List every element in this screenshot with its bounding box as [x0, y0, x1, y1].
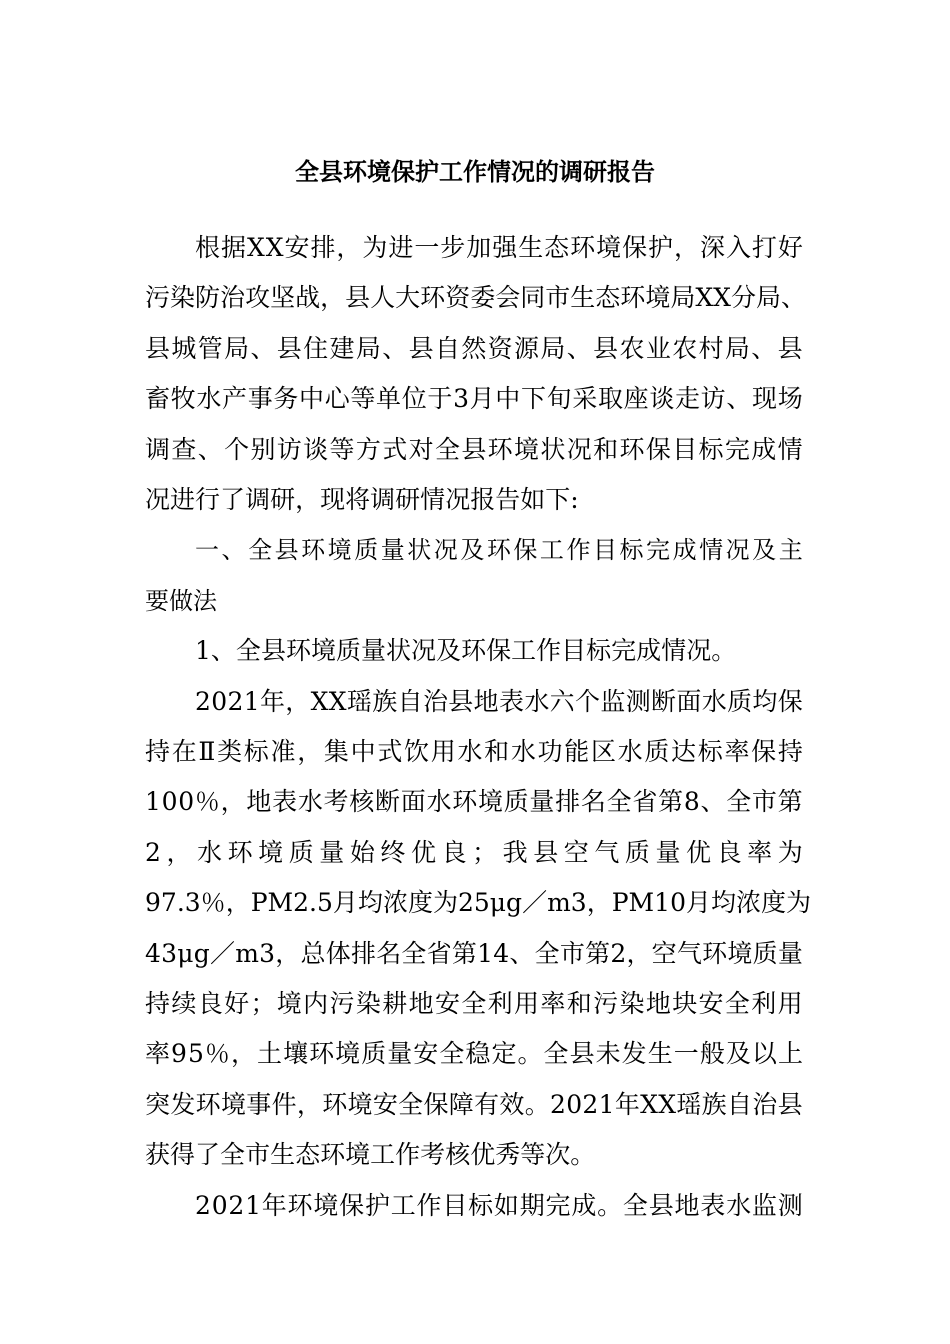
paragraph-line: 突 发 环 境 事 件 ， 环 境 安 全 保 障 有 效 。 2 0 2 1 年 X X 瑶 族 自 治 县 [145, 1089, 803, 1119]
paragraph-line: 9 7 . 3 ％ ， P M 2 . 5 月 均 浓 度 为 2 5 μ g ／ m 3 ， P M 1 0 月 均 浓 度 为 [145, 888, 812, 918]
paragraph-line: 2 0 2 1 年 ， X X 瑶 族 自 治 县 地 表 水 六 个 监 测 断 面 水 质 均 保 [195, 686, 803, 716]
section-heading-line: 要 做 法 [145, 586, 217, 615]
paragraph-line: 2 0 2 1 年 环 境 保 护 工 作 目 标 如 期 完 成 。 全 县 地 表 水 监 测 [195, 1190, 803, 1220]
document-title: 全县环境保护工作情况的调研报告 [295, 158, 655, 186]
paragraph-line: 1 、 全 县 环 境 质 量 状 况 及 环 保 工 作 目 标 完 成 情 况 。 [195, 636, 737, 666]
paragraph-line: 2 ， 水 环 境 质 量 始 终 优 良 ； 我 县 空 气 质 量 优 良 率 为 [145, 837, 803, 867]
paragraph-line: 况 进 行 了 调 研 ， 现 将 调 研 情 况 报 告 如 下 : [145, 485, 579, 514]
paragraph-line: 率 9 5 ％ ， 土 壤 环 境 质 量 安 全 稳 定 。 全 县 未 发 生 一 般 及 以 上 [145, 1039, 803, 1069]
paragraph-line: 持 在 Ⅱ 类 标 准 ， 集 中 式 饮 用 水 和 水 功 能 区 水 质 达 标 率 保 持 [145, 737, 803, 766]
paragraph-line: 县 城 管 局 、 县 住 建 局 、 县 自 然 资 源 局 、 县 农 业 农 村 局 、 县 [145, 333, 803, 363]
section-heading-line: 一 、 全 县 环 境 质 量 状 况 及 环 保 工 作 目 标 完 成 情 况 及 主 [195, 536, 803, 565]
paragraph-line: 调 查 、 个 别 访 谈 等 方 式 对 全 县 环 境 状 况 和 环 保 目 标 完 成 情 [145, 434, 803, 464]
paragraph-line: 畜 牧 水 产 事 务 中 心 等 单 位 于 3 月 中 下 旬 采 取 座 谈 走 访 、 现 场 [145, 384, 803, 414]
paragraph-line: 4 3 μ g ／ m 3 ， 总 体 排 名 全 省 第 1 4 、 全 市 第 2 ， 空 气 环 境 质 量 [145, 938, 803, 968]
paragraph-line: 获 得 了 全 市 生 态 环 境 工 作 考 核 优 秀 等 次 。 [145, 1140, 596, 1170]
paragraph-line: 根 据 X X 安 排 ， 为 进 一 步 加 强 生 态 环 境 保 护 ， 深 入 打 好 [195, 233, 803, 262]
paragraph-line: 持 续 良 好 ； 境 内 污 染 耕 地 安 全 利 用 率 和 污 染 地 块 安 全 利 用 [145, 989, 803, 1018]
paragraph-line: 污 染 防 治 攻 坚 战 ， 县 人 大 环 资 委 会 同 市 生 态 环 境 局 X X 分 局 、 [145, 283, 807, 313]
paragraph-line: 1 0 0 ％ ， 地 表 水 考 核 断 面 水 环 境 质 量 排 名 全 省 第 8 、 全 市 第 [145, 787, 803, 817]
